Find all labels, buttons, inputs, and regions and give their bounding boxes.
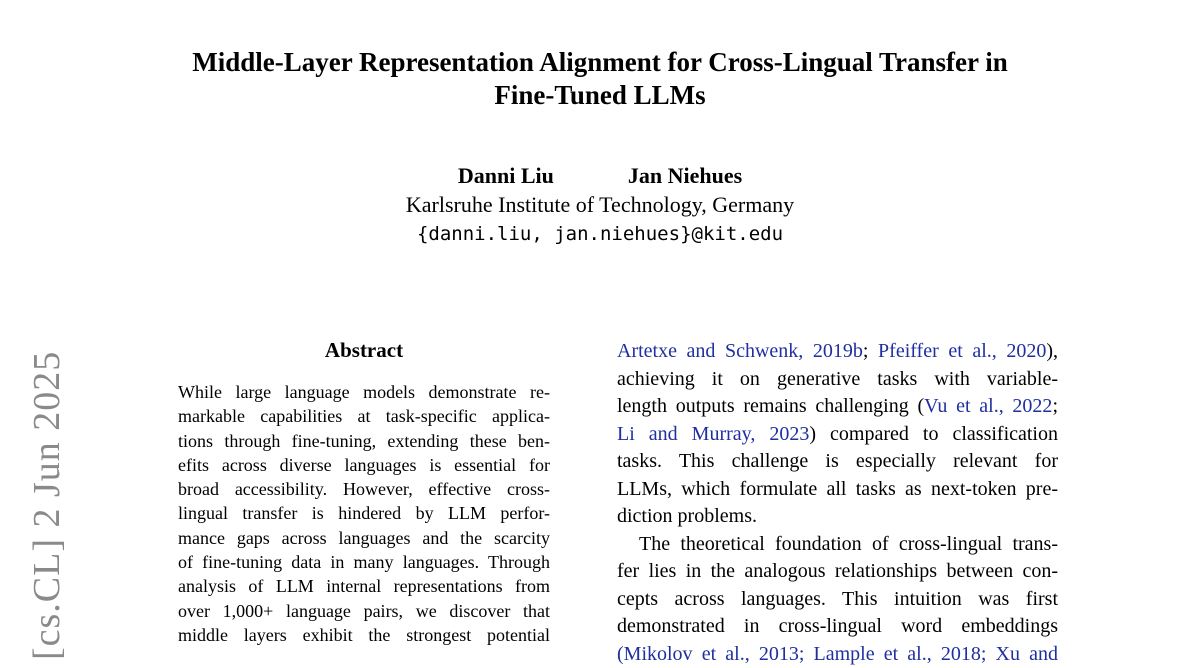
author-list <box>0 162 1200 190</box>
citation-separator: ; <box>863 340 878 362</box>
citation-link[interactable]: Artetxe and Schwenk, 2019b <box>617 340 863 362</box>
abstract-line: markable capabilities at task-specific applica- <box>178 404 550 428</box>
text-fragment: length outputs remains challenging ( <box>617 395 924 417</box>
intro-line-citations[interactable]: (Mikolov et al., 2013; Lample et al., 2018; Xu and <box>617 641 1058 668</box>
abstract-line: over 1,000+ language pairs, we discover that <box>178 599 550 623</box>
abstract-body <box>178 380 550 647</box>
abstract-line: mance gaps across languages and the scarcity <box>178 526 550 550</box>
author-affiliation: Karlsruhe Institute of Technology, Germany <box>0 191 1200 219</box>
intro-line: fer lies in the analogous relationships between con- <box>617 558 1058 586</box>
abstract-line: lingual transfer is hindered by LLM perfor- <box>178 501 550 525</box>
abstract-line: middle layers exhibit the strongest potential <box>178 623 550 647</box>
intro-line: LLMs, which formulate all tasks as next-token pre- <box>617 476 1058 504</box>
abstract-line: efits across diverse languages is essential for <box>178 453 550 477</box>
arxiv-side-stamp: [cs.CL] 2 Jun 2025 <box>24 351 70 660</box>
text-fragment: ) compared to classification <box>809 423 1058 445</box>
intro-line <box>617 421 1058 449</box>
intro-line: cepts across languages. This intuition was first <box>617 586 1058 614</box>
intro-line: tasks. This challenge is especially relevant for <box>617 448 1058 476</box>
author-email: {danni.liu, jan.niehues}@kit.edu <box>0 221 1200 247</box>
abstract-line: While large language models demonstrate re- <box>178 380 550 404</box>
text-fragment: ), <box>1046 340 1058 362</box>
author-name: Danni Liu <box>458 162 554 190</box>
abstract-line: broad accessibility. However, effective cross- <box>178 477 550 501</box>
paper-title <box>100 46 1100 112</box>
abstract-line: of fine-tuning data in many languages. Through <box>178 550 550 574</box>
abstract-line: tions through fine-tuning, extending these ben- <box>178 429 550 453</box>
citation-link[interactable]: Vu et al., 2022 <box>924 395 1052 417</box>
intro-line: diction problems. <box>617 503 1058 531</box>
intro-line: achieving it on generative tasks with variable- <box>617 366 1058 394</box>
paper-title-line-1: Middle-Layer Representation Alignment for Cross-Lingual Transfer in <box>192 47 1008 77</box>
citation-link[interactable]: Li and Murray, 2023 <box>617 423 809 445</box>
paper-title-line-2: Fine-Tuned LLMs <box>494 80 705 110</box>
author-name: Jan Niehues <box>628 162 742 190</box>
intro-line: The theoretical foundation of cross-lingual trans- <box>617 531 1058 559</box>
intro-line <box>617 338 1058 366</box>
citation-link[interactable]: Pfeiffer et al., 2020 <box>878 340 1046 362</box>
intro-line <box>617 393 1058 421</box>
intro-text-column <box>617 338 1058 668</box>
intro-line: demonstrated in cross-lingual word embeddings <box>617 613 1058 641</box>
text-fragment: ; <box>1052 395 1058 417</box>
abstract-heading: Abstract <box>178 337 550 363</box>
abstract-line: analysis of LLM internal representations from <box>178 574 550 598</box>
